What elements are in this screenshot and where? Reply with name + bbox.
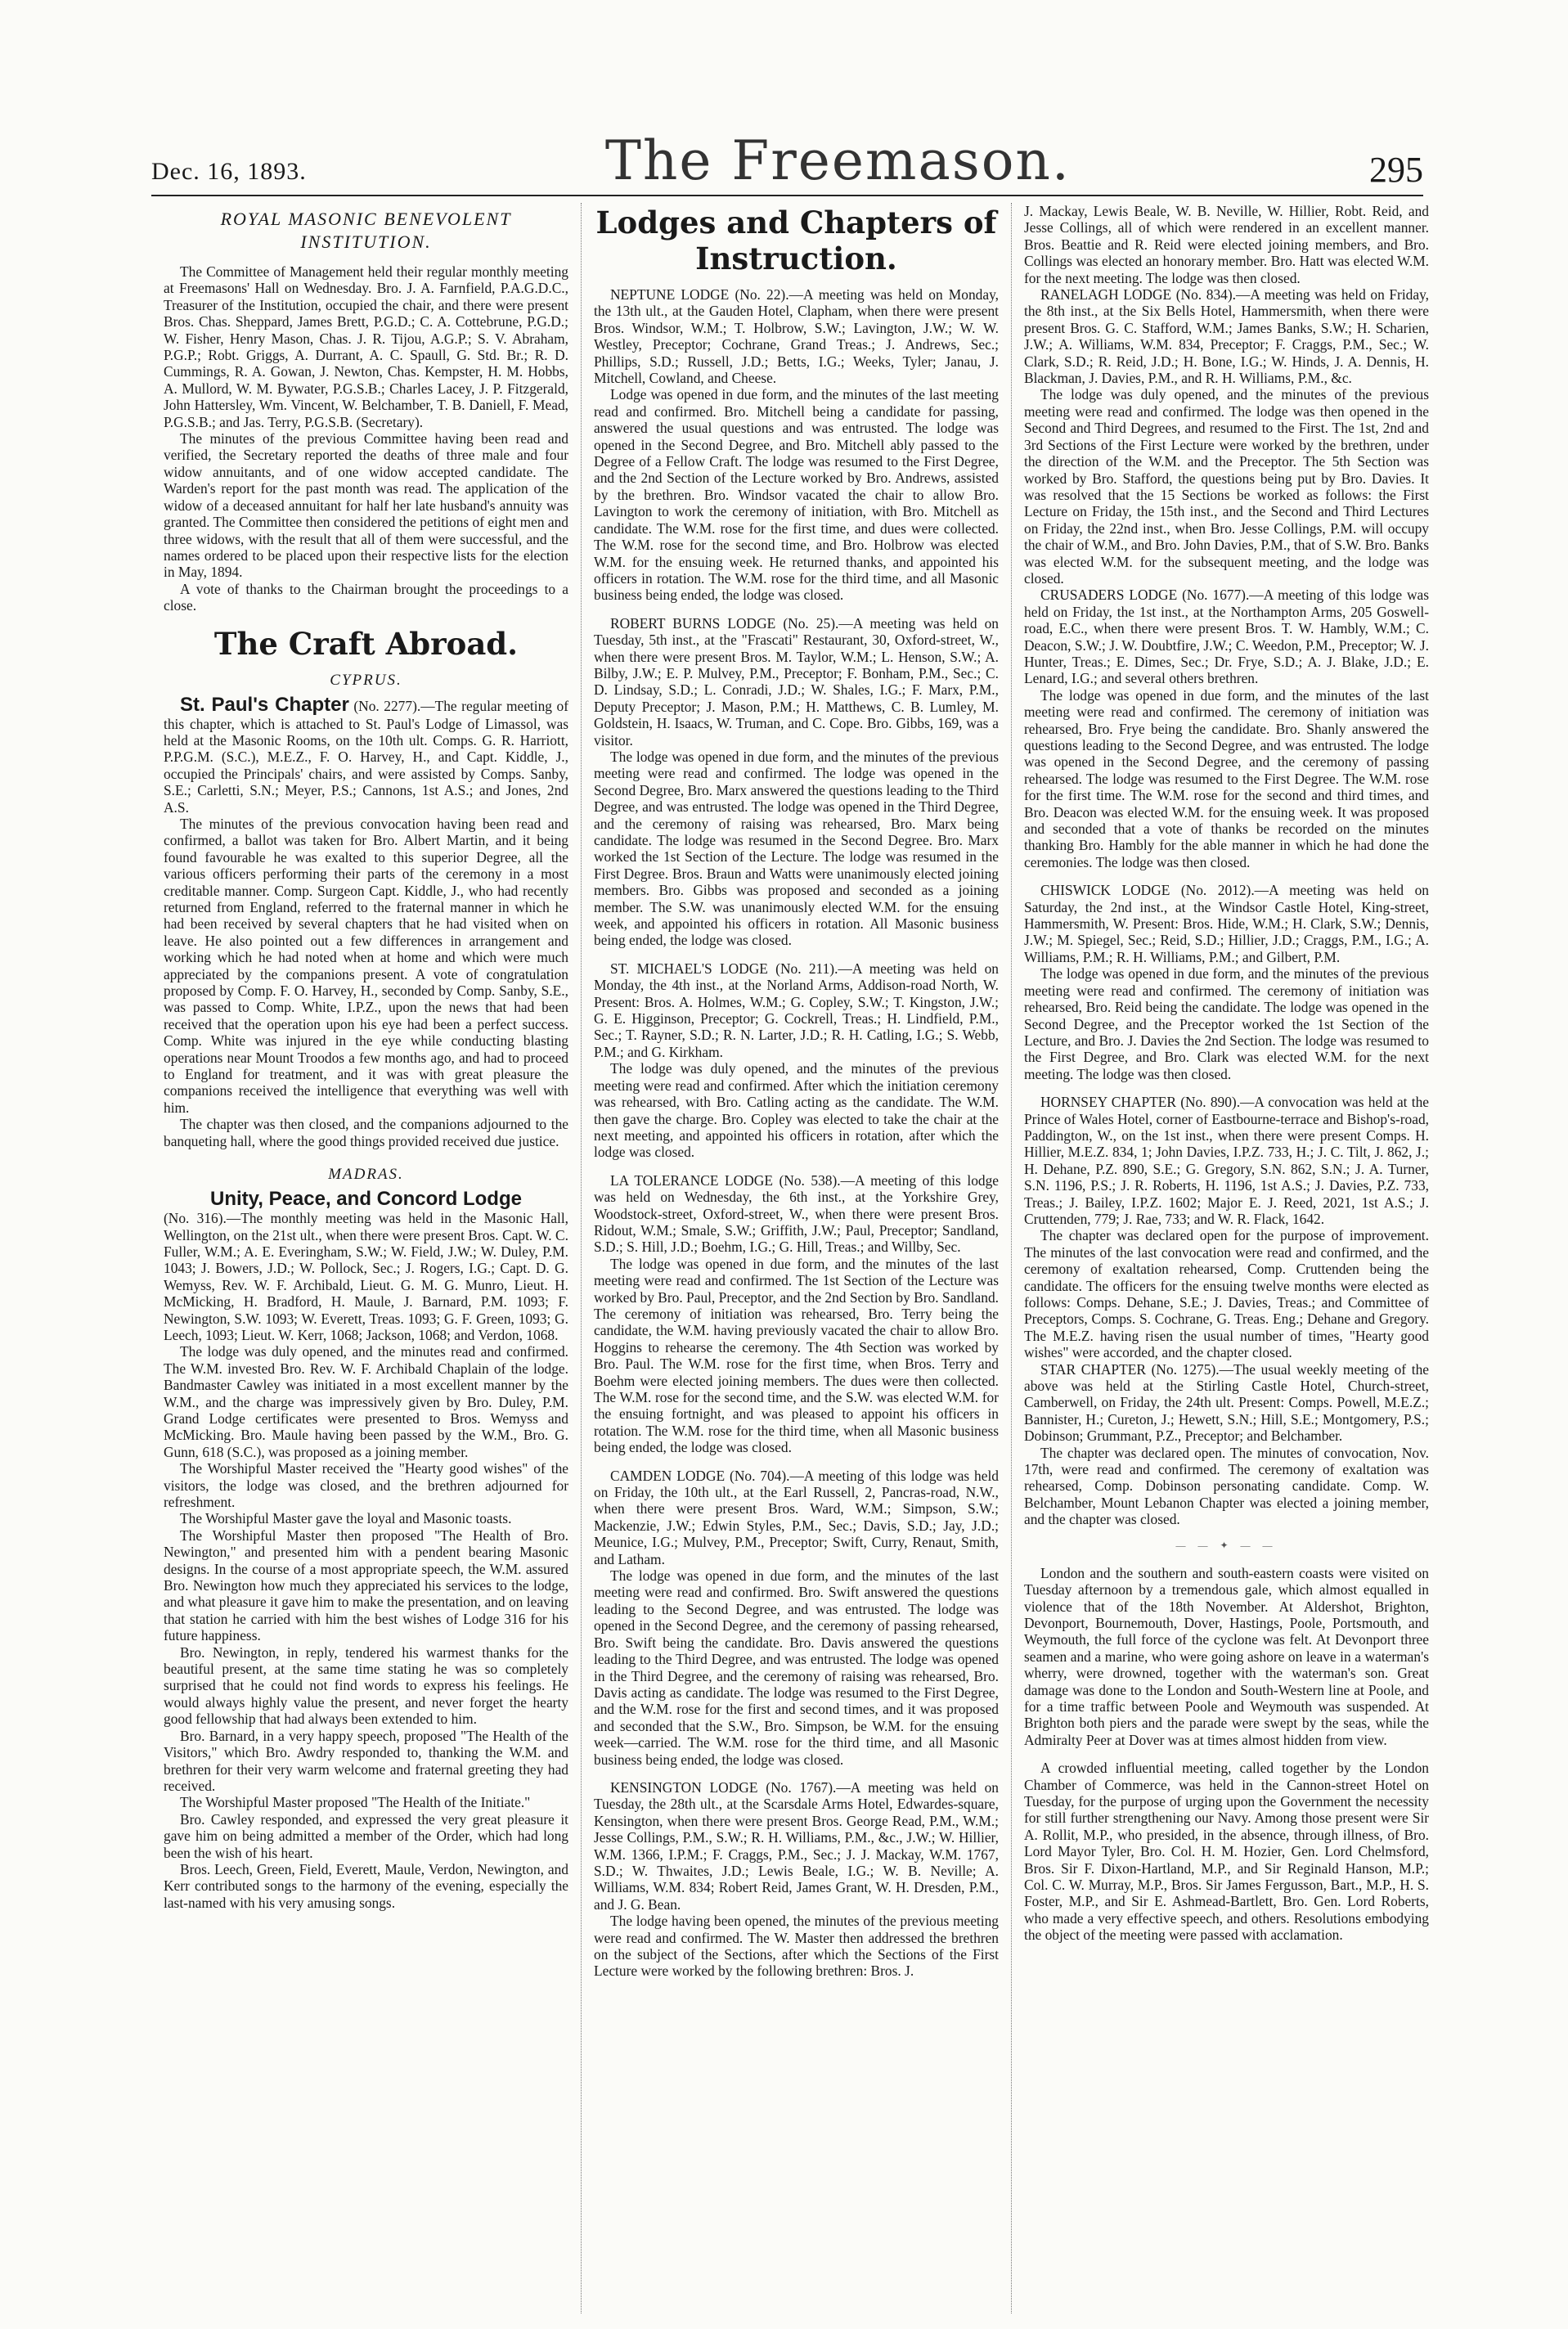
report-neptune: NEPTUNE LODGE (No. 22).—A meeting was held on Monday, the 13th ult., at the Gauden Hotel, Clapham, when there were present Bros. Windsor, W.M.; T. Holbrow, S.W.; Lavington, J.W.; W. W. Westley, Preceptor; Cochrane, Grand Treas.; J. Andrews, Sec.; Phillips, S.D.; Russell, J.D.; Betts, I.G.; Weeks, Tyler; Janau, J. Mitchell, Cowland, and Cheese.	[594, 286, 999, 387]
article-text: (No. 2277).—The regular meeting of this chapter, which is attached to St. Paul's Lodge of Limassol, was held at the Masonic Rooms, on the 10th ult. Comps. G. R. Harriott, P.P.G.M. (S.C.), M.E.Z., F. O. Harvey, H., and Capt. Kiddle, J., occupied the Principals' chairs, and were assisted by Comps. Sanby, S.E.; Carletti, S.N.; Meyer, P.S.; Cannons, 1st A.S.; and Jones, 2nd A.S.	[164, 697, 568, 816]
article-paragraph: The lodge having been opened, the minutes of the previous meeting were read and confirmed. The W. Master then addressed the brethren on the subject of the Sections, after which the Sections of the First Lecture were worked by the following brethren: Bros. J.	[594, 1913, 999, 1980]
column-3	[1024, 203, 1429, 1944]
article-paragraph: J. Mackay, Lewis Beale, W. B. Neville, W. Hillier, Robt. Reid, and Jesse Collings, all of which were rendered in an excellent manner. Bros. Beattie and R. Reid were elected joining members, and Bro. Collings was elected an honorary member. Bro. Hatt was elected W.M. for the next meeting. The lodge was then closed.	[1024, 203, 1429, 286]
craft-abroad-heading: The Craft Abroad.	[213, 625, 519, 662]
article-paragraph: The lodge was duly opened, and the minutes of the previous meeting were read and confirmed. The lodge was then opened in the Second and Third Degrees, and resumed to the First. The 1st, 2nd and 3rd Sections of the First Lecture were worked by the brethren, under the direction of the W.M. and the Preceptor. The 5th Section was worked by Bro. Stafford, the questions being put by Bro. Davies. It was resolved that the 15 Sections be worked as follows: the First Lecture on Friday, the 15th inst., and the Second and Third Lectures on Friday, the 22nd inst., when Bro. Jesse Collings, P.M. will occupy the chair of W.M., and Bro. John Davies, P.M., that of S.W. Bro. Banks was elected W.M. for the subsequent meeting, and the lodge was closed.	[1024, 386, 1429, 587]
report-chiswick: CHISWICK LODGE (No. 2012).—A meeting was held on Saturday, the 2nd inst., at the Windsor Castle Hotel, King-street, Hammersmith, W. Present: Bros. Hide, W.M.; H. Clark, S.W.; Dennis, J.W.; M. Spiegel, Sec.; Reid, S.D.; Hillier, J.D.; Craggs, P.M., I.G.; A. Williams, P.M.; R. H. Williams, P.M.; and Gilbert, P.M.	[1024, 882, 1429, 965]
article-paragraph: The chapter was declared open. The minutes of convocation, Nov. 17th, were read and confirmed. The ceremony of exaltation was rehearsed, Comp. Dobinson personating candidate. Comp. W. Belchamber, Mount Lebanon Chapter was elected a joining member, and the chapter was closed.	[1024, 1444, 1429, 1528]
report-st-michael: ST. MICHAEL'S LODGE (No. 211).—A meeting was held on Monday, the 4th inst., at the Norland Arms, Addison-road North, W. Present: Bros. A. Holmes, W.M.; G. Copley, S.W.; T. Kingston, J.W.; G. E. Higginson, Preceptor; G. Cockrell, Treas.; H. Lindfield, P.M., Sec.; T. Rayner, S.D.; R. N. Larter, J.D.; R. H. Catling, I.G.; S. Webb, P.M.; and G. Kirkham.	[594, 960, 999, 1060]
page-number: 295	[1368, 150, 1423, 190]
rmbi-heading: ROYAL MASONIC BENEVOLENT INSTITUTION.	[220, 209, 512, 252]
article-paragraph: The lodge was opened in due form, and the minutes of the last meeting were read and confirmed. The 1st Section of the Lecture was worked by Bro. Paul, Preceptor, and the 2nd Section by Bro. Sandland. The ceremony of initiation was rehearsed, Bro. Terry being the candidate, the W.M. having previously vacated the chair to allow Bro. Hoggins to rehearse the ceremony. The 4th Section was worked by Bro. Paul. The W.M. rose for the first time, when Bros. Terry and Boehm were elected joining members. The dues were then collected. The W.M. rose for the second time, and the S.W. was elected W.M. for the ensuing fortnight, and was pleased to appoint his officers in rotation. The W.M. rose for the third time, when all Masonic business being ended, the lodge was closed.	[594, 1255, 999, 1456]
article-paragraph: The lodge was opened in due form, and the minutes of the previous meeting were read and confirmed. The ceremony of initiation was rehearsed, Bro. Reid being the candidate. The lodge was opened in the Second Degree, and the Preceptor worked the 1st Section of the Lecture, and Bro. J. Davies the 2nd Section. The lodge was resumed to the First Degree, and Bro. Clark was elected W.M. for the next meeting. The lodge was then closed.	[1024, 965, 1429, 1082]
news-paragraph: A crowded influential meeting, called together by the London Chamber of Commerce, was held in the Cannon-street Hotel on Tuesday, for the purpose of urging upon the Government the necessity for still further strengthening our Navy. Among those present were Sir A. Rollit, M.P., who presided, in the absence, through illness, of Bro. Lord Mayor Tyler, Bro. Col. H. M. Hozier, Gen. Lord Chelmsford, Bros. Sir F. Dixon-Hartland, M.P., and Sir Reginald Hanson, M.P.; Col. C. W. Murray, M.P., Bros. Sir James Fergusson, Bart., M.P., H. S. Foster, M.P., and Sir E. Ashmead-Bartlett, Bro. Gen. Lord Roberts, who made a very effective speech, and others. Resolutions embodying the object of the meeting were passed with acclamation.	[1024, 1760, 1429, 1944]
header-rule	[151, 195, 1423, 196]
article-paragraph: (No. 316).—The monthly meeting was held in the Masonic Hall, Wellington, on the 21st ult., when there were present Bros. Capt. W. C. Fuller, W.M.; A. E. Everingham, S.W.; W. Field, J.W.; W. Duley, P.M. 1043; J. Bowers, J.D.; W. Pollock, Sec.; J. Rogers, I.G.; Capt. D. G. Wemyss, Rev. W. F. Archibald, Lieut. G. M. G. Munro, Lieut. H. McMicking, H. Bradford, H. Maule, J. Barnard, P.M. 1093; F. Newington, S.W. 1093; W. Everett, Treas. 1093; G. F. Green, 1093; G. Leech, 1093; Lieut. W. Kerr, 1068; Jackson, 1068; and Verdon, 1068.	[164, 1210, 568, 1343]
rmbi-paragraph: A vote of thanks to the Chairman brought the proceedings to a close.	[164, 580, 568, 614]
column-divider-2	[1011, 203, 1012, 2313]
unity-lodge-title: Unity, Peace, and Concord Lodge	[210, 1188, 522, 1211]
section-separator: — — ✦ — —	[1175, 1539, 1278, 1551]
report-star: STAR CHAPTER (No. 1275).—The usual weekly meeting of the above was held at the Stirling Castle Hotel, Church-street, Camberwell, on Friday, the 24th ult. Present: Comps. Powell, M.E.Z.; Bannister, H.; Cureton, J.; Hewett, S.N.; Hill, S.E.; Montgomery, P.S.; Dobinson; Grummant, P.Z., Preceptor; and Belchamber.	[1024, 1360, 1429, 1445]
report-hornsey: HORNSEY CHAPTER (No. 890).—A convocation was held at the Prince of Wales Hotel, corner of Eastbourne-terrace and Bishop's-road, Paddington, W., on the 1st inst., when there were present Comps. H. Hillier, M.E.Z. 834, 1; John Davies, I.P.Z. 733, H.; J. C. Tilt, J. 862, J.; H. Dehane, P.Z. 890, S.E.; G. Gregory, S.N. 862, S.N.; J. A. Turner, S.N. 1196, P.S.; J. R. Roberts, H. 1196, 1st A.S.; J. Davies, P.Z. 733, Treas.; J. Bailey, I.P.Z. 1602; Major E. J. Reed, 2021, 1st A.S.; J. Cruttenden, 779; J. Rae, 733; and W. R. Flack, 1642.	[1024, 1094, 1429, 1227]
article-paragraph: The Worshipful Master then proposed "The Health of Bro. Newington," and presented him with a pendent bearing Masonic designs. In the course of a most appropriate speech, the W.M. assured Bro. Newington how much they appreciated his services to the lodge, and what pleasure it gave him to make the presentation, and on leaving that station he carried with him the best wishes of Lodge 316 for his future happiness.	[164, 1526, 568, 1644]
article-paragraph: The Worshipful Master proposed "The Health of the Initiate."	[180, 1794, 531, 1811]
madras-label: MADRAS.	[328, 1166, 404, 1184]
article-paragraph: The lodge was opened in due form, and the minutes of the previous meeting were read and confirmed. The lodge was opened in the Second Degree, Bro. Marx answered the questions leading to the Third Degree, and was entrusted. The lodge was opened in the Third Degree, and the ceremony of raising was rehearsed, Bro. Marx being candidate. The lodge was resumed in the Second Degree. Bro. Marx worked the 1st Section of the Lecture. The lodge was resumed in the First Degree. Bros. Braun and Watts were unanimously elected joining members. Bro. Gibbs was proposed and seconded as a joining member. The S.W. was unanimously elected W.M. for the ensuing week, and appointed his officers in rotation. All Masonic business being ended, the lodge was closed.	[594, 748, 999, 949]
article-paragraph: The lodge was duly opened, and the minutes of the previous meeting were read and confirmed. After which the initiation ceremony was rehearsed, with Bro. Catling acting as the candidate. The W.M. then gave the charge. Bro. Copley was elected to take the chair at the next meeting, and appointed his officers in rotation, after which the lodge was closed.	[594, 1060, 999, 1161]
article-paragraph: The minutes of the previous convocation having been read and confirmed, a ballot was taken for Bro. Albert Martin, and it being found favourable he was exalted to this superior Degree, all the various officers performing their parts of the ceremony in a most creditable manner. Comp. Surgeon Capt. Kiddle, J., who had recently returned from England, referred to the fraternal manner in which he had been received by several chapters that he had visited when on leave. He also pointed out a few differences in arrangement and working which he had noted when at home and which were much appreciated by the companions present. A vote of congratulation proposed by Comp. F. O. Harvey, H., seconded by Comp. Sanby, S.E., was passed to Comp. White, I.P.Z., upon the news that had been received that the operation upon his eye had been a perfect success. Comp. White was injured in the eye while conducting blasting operations near Mount Troodos a few months ago, and had to proceed to England for treatment, and it was with great pleasure the companions received the intelligence that everything was well with him.	[164, 815, 568, 1116]
rmbi-paragraph: The minutes of the previous Committee having been read and verified, the Secretary reported the deaths of three male and four widow annuitants, and of one widow accepted candidate. The Warden's report for the past month was read. The application of the widow of a deceased annuitant for half her late husband's annuity was granted. The Committee then considered the petitions of eight men and three widows, with the result that all of them were successful, and the names ordered to be placed upon their respective lists for the election in May, 1894.	[164, 430, 568, 581]
article-paragraph: Bro. Barnard, in a very happy speech, proposed "The Health of the Visitors," which Bro. Awdry responded to, thanking the W.M. and brethren for their very warm welcome and fraternal greeting they had received.	[164, 1727, 568, 1794]
publication-title: The Freemason.	[604, 129, 1071, 192]
lodges-chapters-heading: Lodges and Chapters of Instruction.	[595, 205, 997, 277]
article-paragraph: Bros. Leech, Green, Field, Everett, Maule, Verdon, Newington, and Kerr contributed songs to the harmony of the evening, especially the last-named with his very amusing songs.	[164, 1860, 568, 1911]
report-crusaders: CRUSADERS LODGE (No. 1677).—A meeting of this lodge was held on Friday, the 1st inst., at the Northampton Arms, 205 Goswell-road, E.C., when there were present Bros. T. W. Hambly, W.M.; C. Deacon, S.W.; J. W. Doubtfire, J.W.; C. Weedon, P.M., Preceptor; W. J. Hunter, Treas.; E. Dimes, Sec.; Dr. Frye, S.D.; A. J. Blake, J.D.; E. Lenard, I.G.; and several others brethren.	[1024, 587, 1429, 687]
cyprus-label: CYPRUS.	[330, 671, 402, 689]
article-paragraph: Bro. Cawley responded, and expressed the very great pleasure it gave him on being admitted a member of the Order, which had long been the wish of his heart.	[164, 1810, 568, 1861]
article-paragraph: The lodge was opened in due form, and the minutes of the last meeting were read and confirmed. Bro. Swift answered the questions leading to the Second Degree, and was entrusted. The lodge was opened in the Second Degree, and the ceremony of passing rehearsed, Bro. Swift being the candidate. Bro. Davis answered the questions leading to the Third Degree, and was entrusted. The lodge was opened in the Third Degree, and the ceremony of raising was rehearsed, Bro. Davis acting as candidate. The lodge was resumed to the First Degree, and the W.M. rose for the first and second times, and it was proposed and seconded that the S.W., Bro. Simpson, be W.M. for the ensuing week—carried. The W.M. rose for the third time, and all Masonic business being ended, the lodge was closed.	[594, 1567, 999, 1768]
report-camden: CAMDEN LODGE (No. 704).—A meeting of this lodge was held on Friday, the 10th ult., at the Earl Russell, 2, Pancras-road, N.W., when there were present Bros. Ward, W.M.; Simpson, S.W.; Mackenzie, J.W.; Edwin Styles, P.M., Sec.; Davis, S.D.; Jay, J.D.; Meunice, I.G.; Mulvey, P.M., Preceptor; Swift, Curry, Renaut, Smith, and Latham.	[594, 1467, 999, 1567]
report-kensington: KENSINGTON LODGE (No. 1767).—A meeting was held on Tuesday, the 28th ult., at the Scarsdale Arms Hotel, Edwardes-square, Kensington, when there were present Bros. George Read, P.M., W.M.; Jesse Collings, P.M., S.W.; R. H. Williams, P.M., &c., J.W.; W. Hillier, W.M. 1366, I.P.M.; F. Craggs, P.M., Sec.; J. J. Mackay, W.M. 1767, S.D.; W. Thwaites, J.D.; Lewis Beale, I.G.; W. B. Neville; A. Williams, W.M. 834; Robert Reid, James Grant, W. H. Dresden, P.M., and J. G. Bean.	[594, 1778, 999, 1913]
report-ranelagh: RANELAGH LODGE (No. 834).—A meeting was held on Friday, the 8th inst., at the Six Bells Hotel, Hammersmith, when there were present Bros. G. C. Stafford, W.M.; James Banks, S.W.; H. Scharien, J.W.; A. Williams, W.M. 834, Preceptor; F. Craggs, P.M., Sec.; W. Clark, S.D.; R. Reid, J.D.; H. Bone, I.G.; W. Hinds, J. A. Dennis, H. Blackman, J. Davies, P.M., and R. H. Williams, P.M., &c.	[1024, 286, 1429, 387]
rmbi-paragraph: The Committee of Management held their regular monthly meeting at Freemasons' Hall on Wednesday. Bro. J. A. Farnfield, P.A.G.D.C., Treasurer of the Institution, occupied the chair, and there were present Bros. Chas. Sheppard, James Brett, P.G.D.; C. A. Cottebrune, P.G.D.; W. Fisher, Henry Mason, Chas. J. R. Tijou, A.G.P.; S. V. Abraham, P.G.P.; Robt. Griggs, A. Durrant, A. C. Spaull, G. Std. Br.; R. D. Cummings, R. A. Gowan, J. Newton, Chas. Kempster, H. M. Hobbs, A. Mullord, W. M. Bywater, P.G.S.B.; Charles Lacey, J. P. Fitzgerald, John Hattersley, Wm. Vincent, W. Belchamber, T. B. Daniell, F. Mead, P.G.S.B.; and Jas. Terry, P.G.S.B. (Secretary).	[164, 263, 568, 430]
column-1	[164, 203, 568, 1911]
column-2	[594, 203, 999, 1980]
report-la-tolerance: LA TOLERANCE LODGE (No. 538).—A meeting of this lodge was held on Wednesday, the 6th inst., at the Yorkshire Grey, Woodstock-street, Oxford-street, W., when there were present Bros. Ridout, W.M.; Smale, S.W.; Griffith, J.W.; Paul, Preceptor; Sandland, S.D.; S. Hill, J.D.; Boehm, I.G.; G. Hill, Treas.; and Willby, Sec.	[594, 1171, 999, 1256]
article-paragraph: The Worshipful Master received the "Hearty good wishes" of the visitors, the lodge was closed, and the brethren adjourned for refreshment.	[164, 1460, 568, 1510]
masthead	[151, 127, 1423, 192]
article-paragraph: The lodge was duly opened, and the minutes read and confirmed. The W.M. invested Bro. Rev. W. F. Archibald Chaplain of the lodge. Bandmaster Cawley was initiated in a most excellent manner by the W.M., and the charge was impressively given by Bro. Duley, P.M. Grand Lodge certificates were presented to Bros. Wemyss and McMicking. Bro. Maule having been passed by the W.M., Bro. G. Gunn, 618 (S.C.), was proposed as a joining member.	[164, 1343, 568, 1460]
report-robert-burns: ROBERT BURNS LODGE (No. 25).—A meeting was held on Tuesday, 5th inst., at the "Frascati" Restaurant, 30, Oxford-street, W., when there were present Bros. M. Taylor, W.M.; L. Henson, S.W.; A. Bilby, J.W.; E. P. Mulvey, P.M., Preceptor; F. Bonham, P.M., Sec.; C. D. Lindsay, S.D.; L. Conradi, J.D.; W. Shales, I.G.; F. Marx, P.M., Deputy Preceptor; J. Mason, P.M.; H. Matthews, C. B. Lumley, M. Goldstein, H. Isaacs, W. Truman, and C. Cope. Bro. Gibbs, 169, was a visitor.	[594, 614, 999, 749]
article-paragraph: Lodge was opened in due form, and the minutes of the last meeting read and confirmed. Bro. Mitchell being a candidate for passing, answered the usual questions and was entrusted. The lodge was opened in the Second Degree, and Bro. Mitchell ably passed to the Degree of a Fellow Craft. The lodge was resumed to the First Degree, and the 2nd Section of the Lecture worked by Bro. Andrews, assisted by the brethren. Bro. Windsor vacated the chair to allow Bro. Lavington to work the ceremony of initiation, with Bro. Mitchell as candidate. The W.M. rose for the first time, and dues were collected. The W.M. rose for the second time, and Bro. Holbrow was elected W.M. for the ensuing week. He returned thanks, and appointed his officers in rotation. The W.M. rose for the third time, and all Masonic business being ended, the lodge was closed.	[594, 386, 999, 604]
news-paragraph: London and the southern and south-eastern coasts were visited on Tuesday afternoon by a tremendous gale, which almost equalled in violence that of the 18th November. At Aldershot, Brighton, Devonport, Bournemouth, Dover, Hastings, Poole, Portsmouth, and Weymouth, the full force of the cyclone was felt. At Devonport three seamen and a marine, who were going ashore on leave in a waterman's wherry, were drowned, together with the waterman's son. Great damage was done to the London and South-Western line at Poole, and for a time traffic between Poole and Weymouth was suspended. At Brighton both piers and the parade were swept by the seas, while the Admiralty Peer at Dover was at times almost hidden from view.	[1024, 1564, 1429, 1748]
article-paragraph: The Worshipful Master gave the loyal and Masonic toasts.	[180, 1510, 512, 1527]
st-pauls-chapter-title: St. Paul's Chapter	[180, 693, 349, 716]
issue-date: Dec. 16, 1893.	[151, 158, 307, 185]
article-paragraph: Bro. Newington, in reply, tendered his warmest thanks for the beautiful present, at the same time stating he was so completely surprised that he could not find words to express his feelings. He would always highly value the present, and never forget the hearty good fellowship that had always been extended to him.	[164, 1643, 568, 1728]
article-paragraph: The chapter was then closed, and the companions adjourned to the banqueting hall, where the good things provided received due justice.	[164, 1116, 568, 1149]
article-paragraph: The chapter was declared open for the purpose of improvement. The minutes of the last convocation were read and confirmed, and the ceremony of exaltation rehearsed, Comp. Cruttenden being the candidate. The officers for the ensuing twelve months were elected as follows: Comps. Dehane, S.E.; J. Davies, Treas.; and Committee of Preceptors, Comps. S. Cochrane, G. Treas. Eng.; Dehane and Gregory. The M.E.Z. having risen the usual number of times, "Hearty good wishes" were accorded, and the chapter closed.	[1024, 1227, 1429, 1361]
column-divider-1	[581, 203, 582, 2313]
article-paragraph: The lodge was opened in due form, and the minutes of the last meeting were read and confirmed. The ceremony of initiation was rehearsed, Bro. Frye being the candidate. Bro. Shanly answered the questions leading to the Second Degree, and was entrusted. The lodge was opened in the Second Degree, and the ceremony of passing rehearsed. The lodge was resumed to the First Degree. The W.M. rose for the first time. The W.M. rose for the second and third times, and Bro. Deacon was elected W.M. for the ensuing week. It was proposed and seconded that a vote of thanks be recorded on the minutes thanking Bro. Hambly for the able manner in which he had done the ceremonies. The lodge was then closed.	[1024, 686, 1429, 870]
